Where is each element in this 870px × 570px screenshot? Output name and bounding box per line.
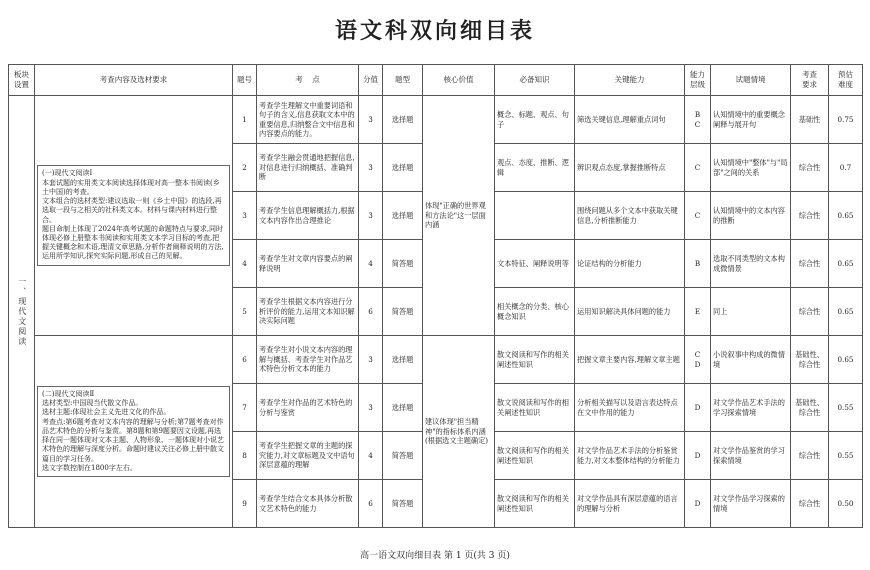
difficulty: 0.7 [829,144,863,192]
section1-paragraph: 题目命制上体现了2024年高考试题的命题特点与要求,同时体现必修上册整本书阅读和实用类文本学习目标的考查,把握关键概念和术语,理清文章思路,分析作者阐释说明的方法,运用所学知识,探究实际问题,形成自己的见解。 [42,224,224,261]
section1-paragraph: 本套试题的实用类文本阅读选择体现对高一整本书阅读(乡土中国)的考查。 [42,178,220,196]
question-type: 简答题 [383,432,423,480]
question-situation: 对文学作品艺术手法的学习探索情境 [711,384,791,432]
question-number: 5 [233,288,257,336]
question-situation: 认知情境中的文本内容的推断 [711,192,791,240]
ability-level: C [685,144,711,192]
requirement: 基础性、综合性 [791,336,829,384]
score-value: 4 [359,432,383,480]
header-content: 考查内容及选材要求 [35,65,233,96]
required-knowledge: 观点、态度、推断、逻辑 [495,144,575,192]
question-number: 1 [233,96,257,144]
difficulty: 0.65 [829,192,863,240]
requirement: 综合性 [791,144,829,192]
ability-level: D [685,384,711,432]
score-value: 6 [359,480,383,528]
required-knowledge: 散文阅读和写作的相关阐述性知识 [495,336,575,384]
ability-level: C [685,192,711,240]
table-row [9,96,863,144]
requirement: 综合性 [791,480,829,528]
key-ability: 运用知识解决具体问题的能力 [575,288,685,336]
score-value: 4 [359,240,383,288]
page-footer: 高一语文双向细目表 第 1 页(共 3 页) [360,551,510,561]
section2-paragraph: 选材主题:体现社会主义先进文化的作品。 [42,408,171,417]
header-knowledge: 必备知识 [495,65,575,96]
requirement: 基础性、综合性 [791,384,829,432]
question-type: 选择题 [383,96,423,144]
section1-box [37,165,230,265]
assessment-point: 考查学生根据文本内容进行分析评价的能力,运用文本知识解决实际问题 [257,288,359,336]
assessment-point: 考查学生融会贯通地把握信息,对信息进行归纳概括、准确判断 [257,144,359,192]
score-value: 3 [359,336,383,384]
section2-core-value: 建议体现"担当精神"的指标体系内涵(根据选文主题确定) [423,336,495,528]
question-type: 简答题 [383,288,423,336]
key-ability: 对文学作品艺术手法的分析鉴赏能力,对文本整体结构的分析能力 [575,432,685,480]
question-number: 2 [233,144,257,192]
section2-content [35,336,233,528]
key-ability: 围绕问题从多个文本中获取关键信息,分析推断能力 [575,192,685,240]
question-number: 8 [233,432,257,480]
page-title: 语文科双向细目表 [334,19,535,44]
question-situation: 小说叙事中构成的微情境 [711,336,791,384]
header-core: 核心价值 [423,65,495,96]
difficulty: 0.65 [829,336,863,384]
header-diff: 预估 难度 [829,65,863,96]
section2-heading: (二)现代文阅读Ⅱ [42,389,95,398]
key-ability: 筛选关键信息,理解重点词句 [575,96,685,144]
difficulty: 0.65 [829,240,863,288]
difficulty: 0.55 [829,432,863,480]
question-number: 3 [233,192,257,240]
question-type: 简答题 [383,480,423,528]
key-ability: 论证结构的分析能力 [575,240,685,288]
question-type: 选择题 [383,384,423,432]
assessment-point: 考查学生对文章内容要点的阐释说明 [257,240,359,288]
question-number: 6 [233,336,257,384]
question-number: 7 [233,384,257,432]
header-score: 分值 [359,65,383,96]
key-ability: 分析相关描写以及语言表达特点在文中作用的能力 [575,384,685,432]
requirement: 综合性 [791,288,829,336]
score-value: 6 [359,288,383,336]
question-number: 9 [233,480,257,528]
spec-table [8,64,863,528]
section1-heading: (一)现代文阅读Ⅰ [42,169,93,178]
score-value: 3 [359,96,383,144]
section2-paragraph: 选文字数控制在1800字左右。 [42,463,137,472]
required-knowledge: 相关概念的分类、核心概念知识 [495,288,575,336]
question-type: 简答题 [383,240,423,288]
section1-paragraph: 文本组合的选材类型:建议选取一则《乡土中国》的选段,再选取一段与之相关的社科类文本。材料与课内材料进行整合。 [42,197,222,224]
header-type: 题型 [383,65,423,96]
section1-core-value: 体现"正确的世界观和方法论"这一层面内涵 [423,96,495,336]
ability-level: B C [685,96,711,144]
ability-level: D [685,480,711,528]
ability-level: B [685,240,711,288]
key-ability: 辨识观点态度,掌握推断特点 [575,144,685,192]
assessment-point: 考查学生对作品的艺术特色的分析与鉴赏 [257,384,359,432]
header-point: 考 点 [257,65,359,96]
question-situation: 选取不同类型的文本构成微情景 [711,240,791,288]
difficulty: 0.75 [829,96,863,144]
question-situation: 认知情境中的重要概念阐释与展开句 [711,96,791,144]
difficulty: 0.50 [829,480,863,528]
ability-level: C D [685,336,711,384]
score-value: 3 [359,192,383,240]
table-header-row [9,65,863,96]
question-situation: 对文学作品鉴赏的学习探索情境 [711,432,791,480]
assessment-point: 考查学生信息理解概括力,根据文本内容作出合理推论 [257,192,359,240]
requirement: 综合性 [791,432,829,480]
question-type: 选择题 [383,192,423,240]
required-knowledge: 概念、标题、观点、句子 [495,96,575,144]
ability-level: E [685,288,711,336]
assessment-point: 考查学生理解文中重要词语和句子的含义,信息获取文本中的重要信息,归纳整合文中信息和内容要点的能力。 [257,96,359,144]
question-situation: 同上 [711,288,791,336]
requirement: 综合性 [791,192,829,240]
key-ability: 对文学作品具有深层意蕴的语言的理解与分析 [575,480,685,528]
requirement: 基础性 [791,96,829,144]
header-req: 考查 要求 [791,65,829,96]
difficulty: 0.55 [829,384,863,432]
question-type: 选择题 [383,144,423,192]
required-knowledge: 散文阅读和写作的相关阐述性知识 [495,480,575,528]
section2-box [37,386,230,477]
header-situation: 试题情境 [711,65,791,96]
header-num: 题号 [233,65,257,96]
assessment-point: 考查学生把握文章的主题的探究能力,对文章标题及文中语句深层意蕴的理解 [257,432,359,480]
section2-paragraph: 选材类型:中国现当代散文作品。 [42,399,143,408]
assessment-point: 考查学生结合文本具体分析散文艺术特色的能力 [257,480,359,528]
score-value: 3 [359,384,383,432]
assessment-point: 考查学生对小说文本内容的理解与概括、考查学生对作品艺术特色分析文本的能力 [257,336,359,384]
difficulty: 0.65 [829,288,863,336]
block-label: 一、现代文阅读 [9,96,35,528]
question-situation: 认知情境中"整体"与"局部"之间的关系 [711,144,791,192]
ability-level: D [685,432,711,480]
required-knowledge: 散文说阅读和写作的相关阐述性知识 [495,384,575,432]
table-row [9,336,863,384]
section1-content [35,96,233,336]
header-block: 板块 设置 [9,65,35,96]
score-value: 3 [359,144,383,192]
question-situation: 对文学作品学习探索的情境 [711,480,791,528]
header-ability: 关键能力 [575,65,685,96]
required-knowledge: 文本特征、阐释说明等 [495,240,575,288]
required-knowledge: 散文阅读和写作的相关阐述性知识 [495,432,575,480]
question-type: 选择题 [383,336,423,384]
requirement: 综合性 [791,240,829,288]
question-number: 4 [233,240,257,288]
required-knowledge [495,192,575,240]
key-ability: 把握文章主要内容,理解文章主题 [575,336,685,384]
header-level: 能力 层级 [685,65,711,96]
section2-paragraph: 考查点:第6题考查对文本内容的理解与分析;第7题考查对作品艺术特色的分析与鉴赏。第8题和第9题要因文设题,再选择在同一题体现对文本主题、人物形象、一题体现对小说艺术特色的理解与深度分析。命题时建议关注必修上册中散文篇目的学习任务。 [42,417,224,463]
